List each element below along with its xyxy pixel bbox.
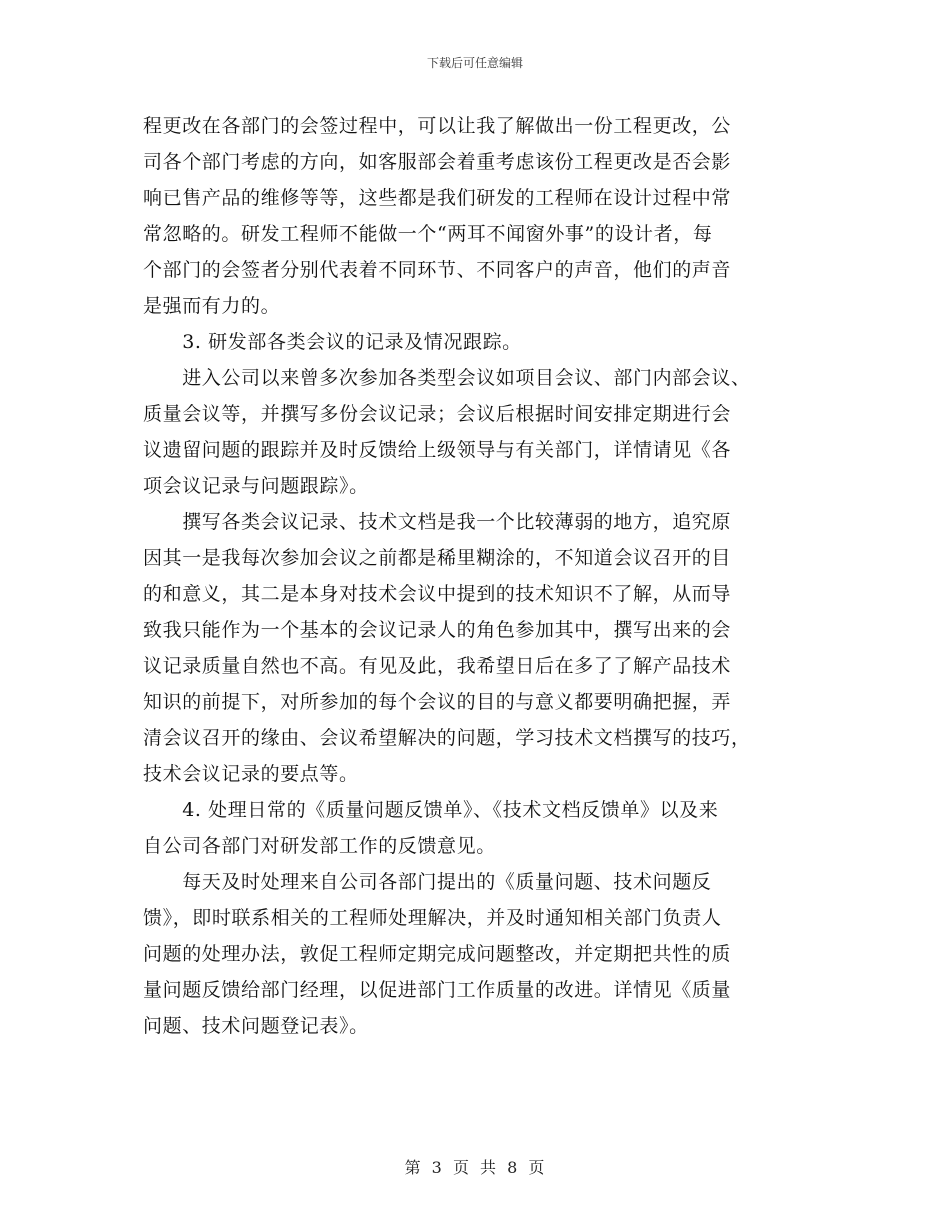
text-line: 质量会议等，并撰写多份会议记录；会议后根据时间安排定期进行会: [143, 403, 732, 425]
text-line: 每天及时处理来自公司各部门提出的《质量问题、技术问题反: [143, 871, 712, 893]
text-line: 因其一是我每次参加会议之前都是稀里糊涂的，不知道会议召开的目: [143, 547, 732, 569]
text-line: 的和意义，其二是本身对技术会议中提到的技术知识不了解，从而导: [143, 583, 732, 605]
text-line: 响已售产品的维修等等，这些都是我们研发的工程师在设计过程中常: [143, 187, 732, 209]
page-header: 下载后可任意编辑: [426, 56, 523, 70]
text-line: 撰写各类会议记录、技术文档是我一个比较薄弱的地方，追究原: [143, 511, 732, 533]
text-line: 程更改在各部门的会签过程中，可以让我了解做出一份工程更改，公: [143, 115, 732, 137]
text-line: 技术会议记录的要点等。: [143, 763, 359, 785]
page-number: 第 3 页 共 8 页: [404, 1158, 546, 1177]
text-line: 司各个部门考虑的方向，如客服部会着重考虑该份工程更改是否会影: [143, 151, 732, 173]
section-heading: 3. 研发部各类会议的记录及情况跟踪。: [143, 331, 522, 353]
text-line: 议遗留问题的跟踪并及时反馈给上级领导与有关部门，详情请见《各: [143, 439, 732, 461]
text-line: 进入公司以来曾多次参加各类型会议如项目会议、部门内部会议、: [143, 367, 751, 389]
text-line: 问题、技术问题登记表》。: [143, 1015, 369, 1037]
text-line: 议记录质量自然也不高。有见及此，我希望日后在多了了解产品技术: [143, 655, 732, 677]
text-line: 知识的前提下，对所参加的每个会议的目的与意义都要明确把握，弄: [143, 691, 732, 713]
text-line: 是强而有力的。: [143, 295, 281, 317]
text-line: 问题的处理办法，敦促工程师定期完成问题整改，并定期把共性的质: [143, 943, 732, 965]
text-line: 个部门的会签者分别代表着不同环节、不同客户的声音，他们的声音: [143, 259, 732, 281]
text-line: 致我只能作为一个基本的会议记录人的角色参加其中，撰写出来的会: [143, 619, 732, 641]
text-line: 常忽略的。研发工程师不能做一个“两耳不闻窗外事”的设计者，每: [143, 223, 713, 245]
text-line: 馈》，即时联系相关的工程师处理解决，并及时通知相关部门负责人: [143, 907, 722, 929]
text-line: 清会议召开的缘由、会议希望解决的问题，学习技术文档撰写的技巧，: [143, 727, 751, 749]
text-line: 自公司各部门对研发部工作的反馈意见。: [143, 835, 496, 857]
text-line: 量问题反馈给部门经理，以促进部门工作质量的改进。详情见《质量: [143, 979, 732, 1001]
section-heading: 4. 处理日常的《质量问题反馈单》、《技术文档反馈单》以及来: [143, 799, 719, 821]
document-body: [143, 108, 807, 1044]
text-line: 项会议记录与问题跟踪》。: [143, 475, 369, 497]
